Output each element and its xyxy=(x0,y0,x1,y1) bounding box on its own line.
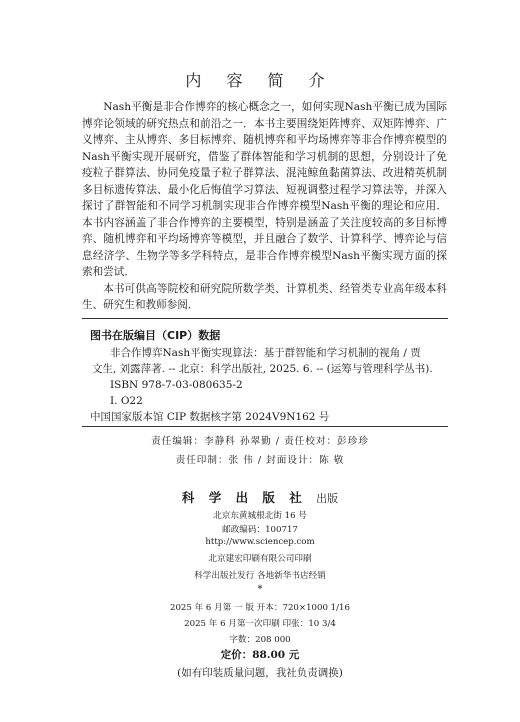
cip-classification: I. O22 xyxy=(110,395,143,407)
cip-line: 非合作博弈Nash平衡实现算法：基于群智能和学习机制的视角 / 贾 xyxy=(110,347,421,359)
publisher-suffix: 出版 xyxy=(316,492,339,505)
publisher-name: 科 学 出 版 社 xyxy=(181,490,307,505)
cip-title: 图书在版编目（CIP）数据 xyxy=(90,329,221,342)
abstract xyxy=(82,99,447,314)
printer-line: 北京建宏印刷有限公司印刷 xyxy=(208,554,312,564)
word-count: 字数：208 000 xyxy=(229,635,291,645)
cip-bottom-rule xyxy=(82,426,448,427)
publisher-website: http://www.sciencep.com xyxy=(205,537,315,547)
publisher-logo xyxy=(0,488,520,506)
cip-record xyxy=(90,345,440,425)
cip-line: 文生, 刘露萍著. -- 北京：科学出版社, 2025. 6. -- (运筹与管理科学丛书). xyxy=(92,363,433,375)
publisher-address: 北京东黄城根北街 16 号 xyxy=(213,511,307,521)
quality-notice: (如有印装质量问题，我社负责调换) xyxy=(177,667,343,679)
cip-isbn: ISBN 978-7-03-080635-2 xyxy=(110,379,243,391)
printing-line: 2025 年 6 月第一次印刷 印张：10 3/4 xyxy=(184,619,336,629)
distribution-line: 科学出版社发行 各地新华书店经销 xyxy=(194,571,326,581)
separator-star: * xyxy=(257,584,263,595)
price: 定价：88.00 元 xyxy=(220,649,300,661)
abstract-paragraph-2: 本书可供高等院校和研究院所数学类、计算机类、经管类专业高年级本科生、研究生和教师参阅． xyxy=(82,282,447,311)
edition-line: 2025 年 6 月第 一 版 开本：720×1000 1/16 xyxy=(170,603,350,613)
abstract-paragraph-1: Nash平衡是非合作博弈的核心概念之一，如何实现Nash平衡已成为国际博弈论领域的研究热点和前沿之一．本书主要围绕矩阵博弈、双矩阵博弈、广义博弈、主从博弈、多目标博弈、随机博弈和平均场博弈等非合作博弈模型的Nash平衡实现开展研究，借鉴了群体智能和学习机制的思想，分别设计了免疫粒子群算法、协同免疫量子粒子群算法、混沌鲸鱼黏菌算法、改进精英机制多目标遗传算法、最小化后悔值学习算法、短视调整过程学习算法等，并深入探讨了群智能和不同学习机制实现非合作博弈模型Nash平衡的理论和应用．本书内容涵盖了非合作博弈的主要模型，特别是涵盖了关注度较高的多目标博弈、随机博弈和平均场博弈等模型，并且融合了数学、计算科学、博弈论与信息经济学、生物学等多学科特点，是非合作博弈模型Nash平衡实现方面的探索和尝试． xyxy=(82,101,447,278)
page-title: 内 容 简 介 xyxy=(185,71,335,90)
cip-top-rule xyxy=(82,318,448,319)
print-credits: 责任印制：张 伟 / 封面设计：陈 敬 xyxy=(175,455,345,466)
cip-number: 中国国家版本馆 CIP 数据核字第 2024V9N162 号 xyxy=(90,411,330,423)
publisher-postcode: 邮政编码：100717 xyxy=(222,525,298,535)
editor-credits: 责任编辑：李静科 孙翠勤 / 责任校对：彭珍珍 xyxy=(151,436,369,447)
